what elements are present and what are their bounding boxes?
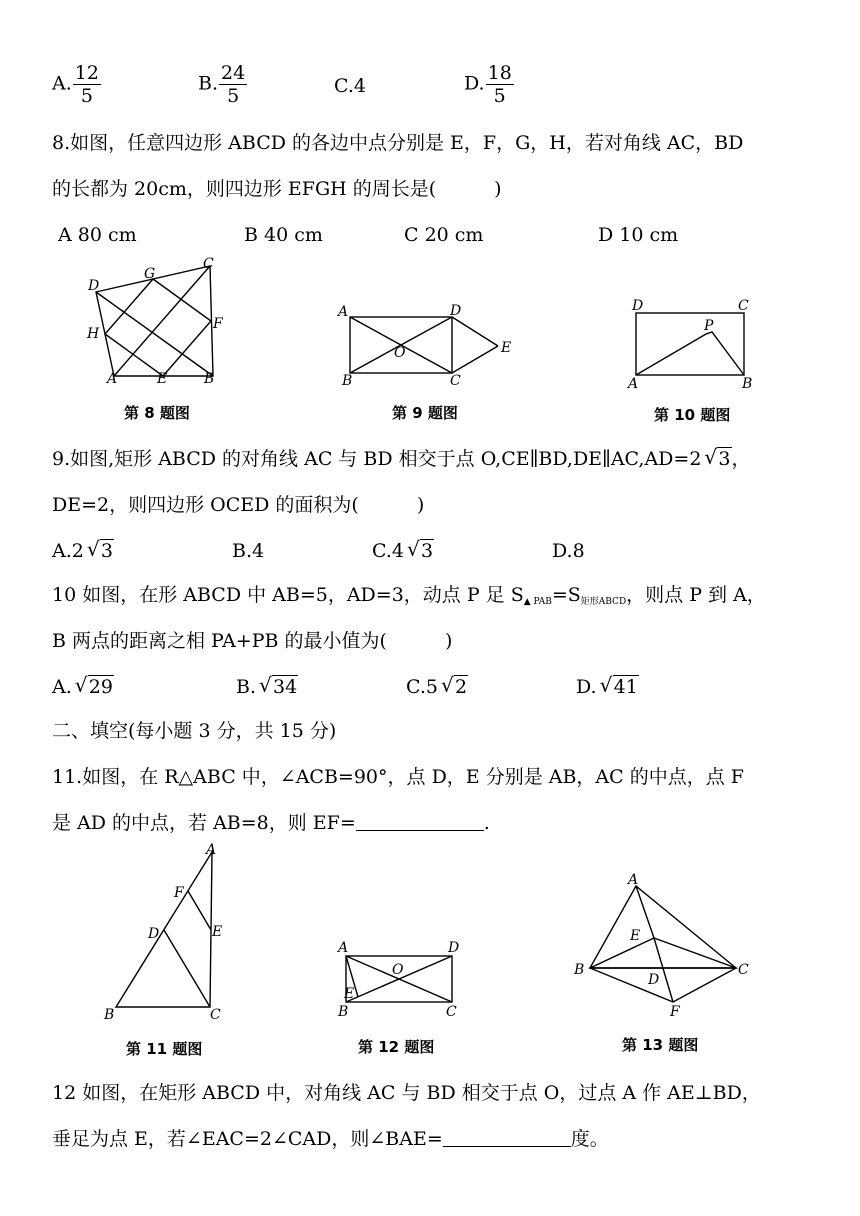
q8-option-a: A 80 cm <box>58 224 137 246</box>
q8-line2-close: ) <box>494 178 502 200</box>
q9-option-a-prefix: A.2 <box>52 540 84 562</box>
fig11-label-f: F <box>174 885 184 901</box>
q7-option-b-prefix: B. <box>198 72 219 95</box>
fig8-label-a: A <box>107 371 118 387</box>
fig10-label-p: P <box>704 318 714 334</box>
fig10-label-d: D <box>632 298 644 314</box>
caption-fig8: 第 8 题图 <box>124 404 190 422</box>
q10-sub-rect: 矩形ABCD <box>580 597 627 607</box>
fig12-label-c: C <box>446 1004 457 1020</box>
q9-sqrt: √ 3 <box>704 445 731 470</box>
caption-fig12: 第 12 题图 <box>358 1038 435 1056</box>
q8-option-d: D 10 cm <box>598 224 679 246</box>
q11-line2-text: 是 AD 的中点，若 AB=8，则 EF= <box>52 812 356 834</box>
fig11-label-b: B <box>104 1007 115 1023</box>
q9-option-d-prefix: D.8 <box>552 540 585 562</box>
fig12-label-o: O <box>392 962 404 978</box>
q11-line2-end: . <box>483 812 490 834</box>
fig10-label-c: C <box>738 298 749 314</box>
q9-option-c-radicand: 3 <box>421 540 434 562</box>
fig10-label-a: A <box>628 376 639 392</box>
figure-9 <box>336 302 526 392</box>
figure-12 <box>334 936 474 1022</box>
q12-line2 <box>52 1126 609 1152</box>
q10-line2 <box>52 628 452 654</box>
fig8-label-e: E <box>157 371 168 387</box>
q10-option-c-radicand: 2 <box>455 676 468 698</box>
figure-10 <box>622 296 762 394</box>
q9-option-a-radicand: 3 <box>100 540 113 562</box>
q7-option-d-num: 18 <box>487 62 512 84</box>
fig11-triangle <box>116 852 212 1007</box>
q7-option-d-prefix: D. <box>464 72 485 95</box>
q10-line1 <box>52 582 766 615</box>
q10-line2-close: ) <box>444 630 453 652</box>
fig13-triangle-abc <box>590 886 736 968</box>
q7-option-c <box>334 73 366 99</box>
fig13-label-f: F <box>670 1004 680 1020</box>
fig8-label-c: C <box>203 256 214 272</box>
q12-line2-end: 度。 <box>570 1128 609 1150</box>
caption-fig9: 第 9 题图 <box>392 404 458 422</box>
fig9-label-d: D <box>450 303 462 319</box>
fig13-label-d: D <box>648 972 660 988</box>
fig9-label-a: A <box>338 304 349 320</box>
q12-line1: 12 如图，在矩形 ABCD 中，对角线 AC 与 BD 相交于点 O，过点 A 作 AE⊥BD， <box>52 1082 761 1104</box>
q8-option-c: C 20 cm <box>404 224 484 246</box>
q7-option-a <box>52 62 101 107</box>
fig13-label-e: E <box>630 928 641 944</box>
q10-option-d-prefix: D. <box>576 676 597 698</box>
q8-line1: 8.如图，任意四边形 ABCD 的各边中点分别是 E，F，G，H，若对角线 AC，BD <box>52 132 744 154</box>
figure-13 <box>570 872 760 1022</box>
caption-fig10: 第 10 题图 <box>654 406 731 424</box>
q7-option-c-prefix: C.4 <box>334 75 366 97</box>
caption-fig13: 第 13 题图 <box>622 1036 699 1054</box>
fig8-label-h: H <box>87 326 100 342</box>
fig8-label-g: G <box>144 266 156 282</box>
q9-line2 <box>52 492 424 518</box>
fig12-label-e: E <box>344 986 355 1002</box>
q7-option-d <box>464 62 514 107</box>
figure-8 <box>80 256 250 396</box>
q10-option-b: B. √ 34 <box>236 673 298 698</box>
q10-line1-eq: =S <box>551 584 581 606</box>
fig13-label-a: A <box>628 872 639 888</box>
fig13-label-b: B <box>574 962 585 978</box>
figure-11 <box>100 842 240 1028</box>
q7-option-b-num: 24 <box>221 62 246 84</box>
q8-line2-text: 的长都为 20cm，则四边形 EFGH 的周长是( <box>52 178 437 200</box>
q10-option-b-radicand: 34 <box>273 676 298 698</box>
fig11-label-a: A <box>206 842 217 858</box>
q9-line2-close: ) <box>416 494 425 516</box>
fig9-label-b: B <box>342 373 353 389</box>
q10-option-d: D. √ 41 <box>576 673 638 698</box>
q10-option-c: C.5 √ 2 <box>406 673 468 698</box>
fig11-label-d: D <box>148 926 160 942</box>
q9-line1 <box>52 446 751 472</box>
q11-line1: 11.如图，在 R△ABC 中，∠ACB=90°，点 D，E 分别是 AB，AC 的中点，点 F <box>52 766 744 788</box>
fig11-label-c: C <box>210 1007 221 1023</box>
q12-line2-text: 垂足为点 E，若∠EAC=2∠CAD，则∠BAE= <box>52 1128 443 1150</box>
fig11-label-e: E <box>212 924 223 940</box>
fig9-label-o: O <box>394 345 406 361</box>
q10-option-a: A. √ 29 <box>52 673 113 698</box>
q10-line1-text: 10 如图，在形 ABCD 中 AB=5，AD=3，动点 P 足 S <box>52 584 524 606</box>
q7-option-d-den: 5 <box>493 85 506 107</box>
caption-fig11: 第 11 题图 <box>126 1040 203 1058</box>
fig8-label-d: D <box>88 278 100 294</box>
q10-option-c-prefix: C.5 <box>406 676 438 698</box>
q11-answer-blank[interactable] <box>356 812 484 831</box>
q10-option-b-prefix: B. <box>236 676 257 698</box>
q12-answer-blank[interactable] <box>443 1128 571 1147</box>
fig10-triangle-pab <box>636 332 744 375</box>
fig12-label-a: A <box>338 940 349 956</box>
q10-option-d-radicand: 41 <box>613 676 638 698</box>
q9-sqrt-radicand: 3 <box>718 448 731 470</box>
q9-line2-text: DE=2，则四边形 OCED 的面积为( <box>52 494 359 516</box>
q9-option-d <box>552 538 585 564</box>
q10-line1-end: ，则点 P 到 A， <box>626 584 766 606</box>
q7-option-b-den: 5 <box>227 85 240 107</box>
fig8-label-b: B <box>204 371 215 387</box>
q10-sub-pab: ▲ PAB <box>523 597 552 607</box>
fig8-label-f: F <box>213 316 223 332</box>
fig8-midpoint-quad <box>105 279 211 376</box>
fig12-label-d: D <box>448 940 460 956</box>
q8-line2 <box>52 176 502 202</box>
fig9-label-e: E <box>501 340 512 356</box>
q9-option-c-prefix: C.4 <box>372 540 404 562</box>
q7-option-a-den: 5 <box>80 85 93 107</box>
q9-option-b-prefix: B.4 <box>232 540 265 562</box>
fig12-label-b: B <box>338 1004 349 1020</box>
section2-title: 二、填空(每小题 3 分，共 15 分) <box>52 720 337 742</box>
fig13-label-c: C <box>738 962 749 978</box>
q10-option-a-radicand: 29 <box>88 676 113 698</box>
q9-line1-text: 9.如图,矩形 ABCD 的对角线 AC 与 BD 相交于点 O,CE∥BD,DE∥AC,AD=2 <box>52 448 702 470</box>
q8-option-b: B 40 cm <box>244 224 323 246</box>
fig10-label-b: B <box>742 376 753 392</box>
q9-option-a: A.2 √ 3 <box>52 537 113 562</box>
q10-option-a-prefix: A. <box>52 676 72 698</box>
q7-option-a-num: 12 <box>74 62 99 84</box>
q10-line2-text: B 两点的距离之相 PA+PB 的最小值为( <box>52 630 387 652</box>
q11-line2 <box>52 810 490 836</box>
q9-line1-end: ， <box>731 448 751 470</box>
q7-option-b <box>198 62 247 107</box>
q7-option-a-prefix: A. <box>52 72 72 95</box>
q9-option-c: C.4 √ 3 <box>372 537 434 562</box>
fig9-label-c: C <box>450 373 461 389</box>
q9-option-b <box>232 538 264 564</box>
